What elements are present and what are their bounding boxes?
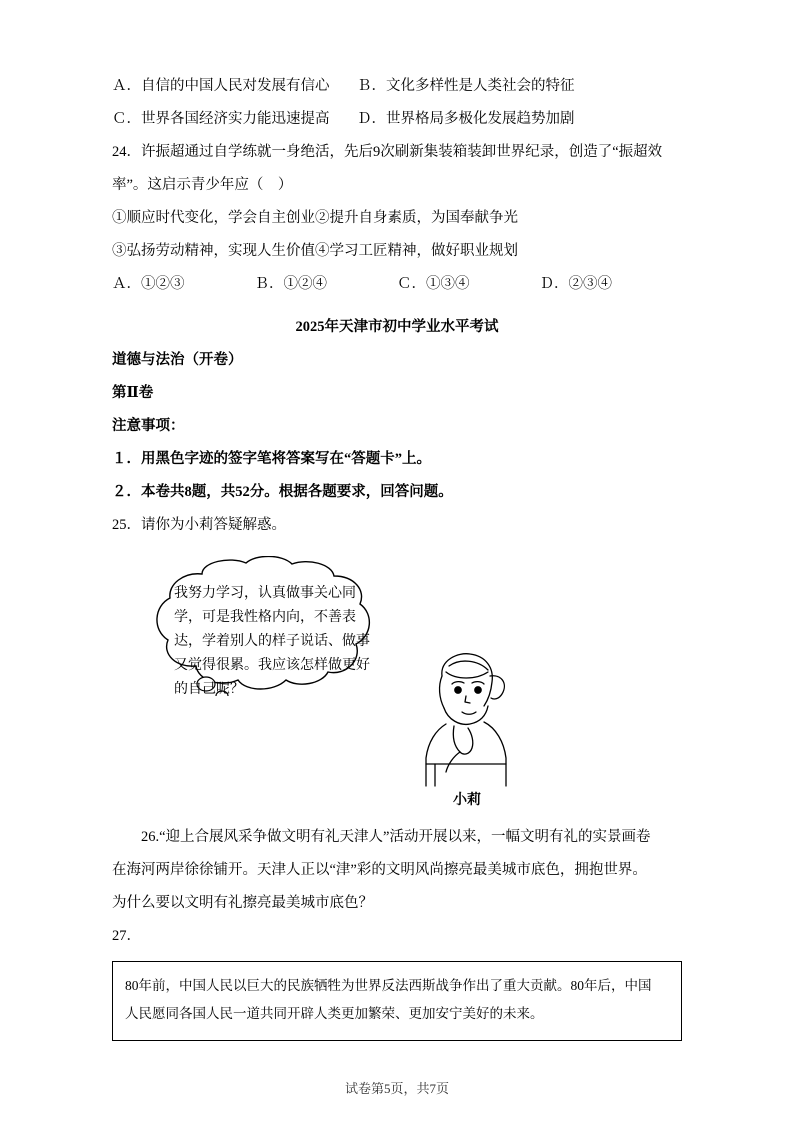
q23-option-c: Ｃ．世界各国经济实力能迅速提高 (112, 111, 330, 127)
q24-item-2: ③弘扬劳动精神，实现人生价值④学习工匠精神，做好职业规划 (112, 243, 518, 259)
q24-stem-line-2: 率”。这启示青少年应（ ） (112, 177, 293, 193)
girl-illustration-icon (402, 646, 532, 791)
page-footer: 试卷第5页，共7页 (344, 1081, 449, 1096)
girl-name-label: 小莉 (453, 793, 481, 808)
notice-item-1: １．用黑色字迹的签字笔将答案写在“答题卡”上。 (112, 451, 431, 467)
notice-item-2: ２．本卷共8题，共52分。根据各题要求，回答问题。 (112, 484, 453, 500)
q26-line-3: 为什么要以文明有礼擦亮最美城市底色？ (112, 895, 373, 911)
q26-line-1: 26.“迎上合展风采争做文明有礼天津人”活动开展以来，一幅文明有礼的实景画卷 (141, 829, 651, 845)
q27-box-line-2: 人民愿同各国人民一道共同开辟人类更加繁荣、更加安宁美好的未来。 (125, 1006, 544, 1021)
q24-choice-b: Ｂ．①②④ (254, 276, 327, 292)
exam-subject: 道德与法治（开卷） (112, 352, 243, 368)
q24-choice-c: Ｃ．①③④ (397, 276, 470, 292)
q24-choice-d: Ｄ．②③④ (539, 276, 612, 292)
q25-stem: 25．请你为小莉答疑解惑。 (112, 517, 286, 533)
q24-choice-a: Ａ．①②③ (112, 276, 185, 292)
q27-material-box (112, 961, 682, 1041)
q27-box-line-1: 80年前，中国人民以巨大的民族牺牲为世界反法西斯战争作出了重大贡献。80年后，中国 (125, 978, 652, 993)
exam-title: 2025年天津市初中学业水平考试 (295, 319, 499, 335)
q25-figure (112, 546, 682, 821)
q24-choices (112, 268, 682, 301)
q24-stem-line-1: 24．许振超通过自学练就一身绝活，先后9次刷新集装箱装卸世界纪录，创造了“振超效 (112, 144, 663, 160)
q24-item-1: ①顺应时代变化，学会自主创业②提升自身素质，为国奉献争光 (112, 210, 518, 226)
q23-options-row-2 (112, 103, 682, 136)
q26-line-2: 在海河两岸徐徐铺开。天津人正以“津”彩的文明风尚擦亮最美城市底色，拥抱世界。 (112, 862, 647, 878)
q27-label: 27． (112, 928, 141, 944)
q23-options-row-1 (112, 70, 682, 103)
exam-paper-part: 第Ⅱ卷 (112, 385, 154, 401)
notice-title: 注意事项： (112, 418, 185, 434)
q25-bubble-text: 我努力学习，认真做事关心同学，可是我性格内向，不善表达，学着别人的样子说话、做事又觉得很累。我应该怎样做更好的自己呢？ (174, 586, 370, 697)
q23-option-b: Ｂ．文化多样性是人类社会的特征 (357, 78, 575, 94)
q23-option-d: Ｄ．世界格局多极化发展趋势加剧 (357, 111, 575, 127)
q23-option-a: Ａ．自信的中国人民对发展有信心 (112, 78, 330, 94)
